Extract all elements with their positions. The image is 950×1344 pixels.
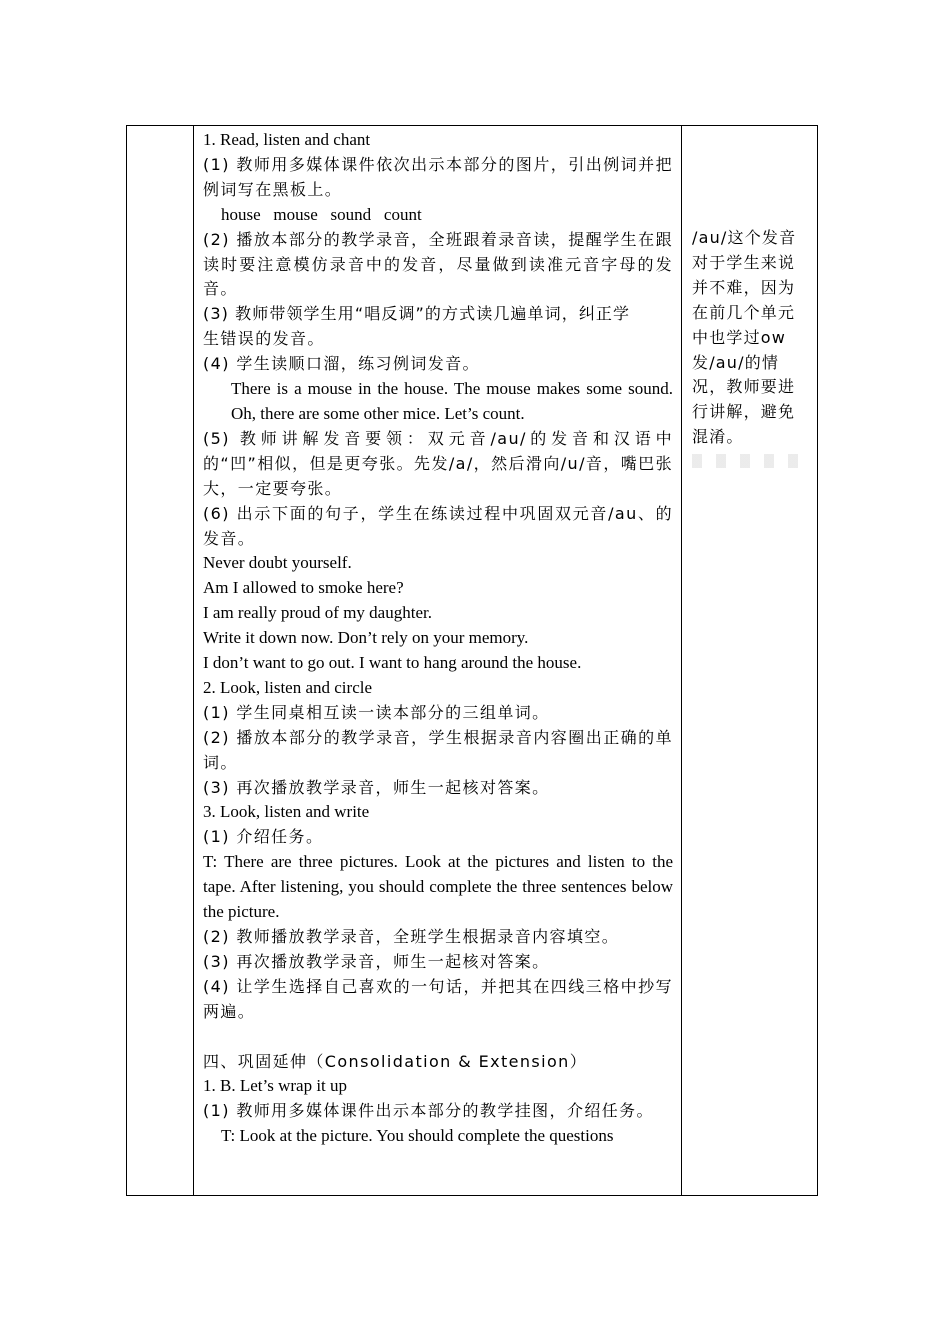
step-paragraph: (2) 教师播放教学录音，全班学生根据录音内容填空。 — [203, 927, 620, 946]
practice-sentence: I don’t want to go out. I want to hang around the house. — [203, 653, 582, 673]
faint-watermark-mark — [692, 454, 802, 468]
step-paragraph: (1) 介绍任务。 — [203, 827, 324, 847]
procedure-column-cell — [194, 126, 682, 1196]
step-paragraph: (5) 教师讲解发音要领：双元音/au/的发音和汉语中的“凹”相似，但是更夸张。先发/a/，然后滑向/u/音，嘴巴张大，一定要夸张。 — [203, 428, 673, 498]
teacher-script: T: Look at the picture. You should complete the questions — [221, 1126, 614, 1146]
subsection-heading-wrap-it-up: 1. B. Let’s wrap it up — [203, 1076, 348, 1096]
chant-text: There is a mouse in the house. The mouse makes some sound. Oh, there are some other mice. Let’s count. — [231, 379, 673, 423]
step-paragraph: (1) 学生同桌相互读一读本部分的三组单词。 — [203, 702, 550, 722]
step-paragraph: (4) 学生读顺口溜，练习例词发音。 — [203, 354, 480, 374]
step-paragraph: (1) 教师用多媒体课件出示本部分的教学挂图，介绍任务。 — [203, 1101, 654, 1121]
notes-column-cell — [682, 126, 818, 1196]
procedure-content — [194, 126, 681, 1149]
teaching-note — [682, 126, 817, 468]
practice-sentence: I am really proud of my daughter. — [203, 603, 432, 623]
step-paragraph: (3) 再次播放教学录音，师生一起核对答案。 — [203, 951, 550, 971]
blank-line — [203, 1025, 673, 1050]
table-row — [127, 126, 818, 1196]
practice-sentence: Am I allowed to smoke here? — [203, 578, 404, 598]
practice-sentence: Write it down now. Don’t rely on your memory. — [203, 628, 529, 648]
section-heading-read-listen-chant: 1. Read, listen and chant — [203, 130, 371, 149]
step-paragraph: (2) 播放本部分的教学录音，学生根据录音内容圈出正确的单词。 — [203, 727, 673, 772]
step-paragraph: (3) 再次播放教学录音，师生一起核对答案。 — [203, 777, 550, 797]
note-text: /au/这个发音对于学生来说并不难，因为在前几个单元中也学过ow发/au/的情况，教师要进行讲解，避免混淆。 — [692, 228, 797, 447]
example-words: house mouse sound count — [221, 204, 422, 224]
step-paragraph: (2) 播放本部分的教学录音，全班跟着录音读，提醒学生在跟读时要注意模仿录音中的发音，尽量做到读准元音字母的发音。 — [203, 229, 673, 299]
step-paragraph: (1) 教师用多媒体课件依次出示本部分的图片，引出例词并把例词写在黑板上。 — [203, 154, 673, 199]
step-paragraph: (6) 出示下面的句子，学生在练读过程中巩固双元音/au、的发音。 — [203, 503, 673, 548]
step-paragraph-continued: 生错误的发音。 — [203, 329, 325, 349]
section-heading-consolidation: 四、巩固延伸（Consolidation & Extension） — [203, 1051, 588, 1071]
step-paragraph: (3) 教师带领学生用“唱反调”的方式读几遍单词，纠正学 — [203, 304, 631, 324]
stage-column-cell — [127, 126, 194, 1196]
section-heading-look-listen-write: 3. Look, listen and write — [203, 802, 370, 822]
step-paragraph: (4) 让学生选择自己喜欢的一句话，并把其在四线三格中抄写两遍。 — [203, 976, 673, 1021]
lesson-plan-table — [126, 125, 818, 1196]
teacher-script: T: There are three pictures. Look at the pictures and listen to the tape. After listening, you should complete the three sentences below the picture. — [203, 852, 673, 922]
practice-sentence: Never doubt yourself. — [203, 553, 352, 573]
section-heading-look-listen-circle: 2. Look, listen and circle — [203, 677, 373, 697]
